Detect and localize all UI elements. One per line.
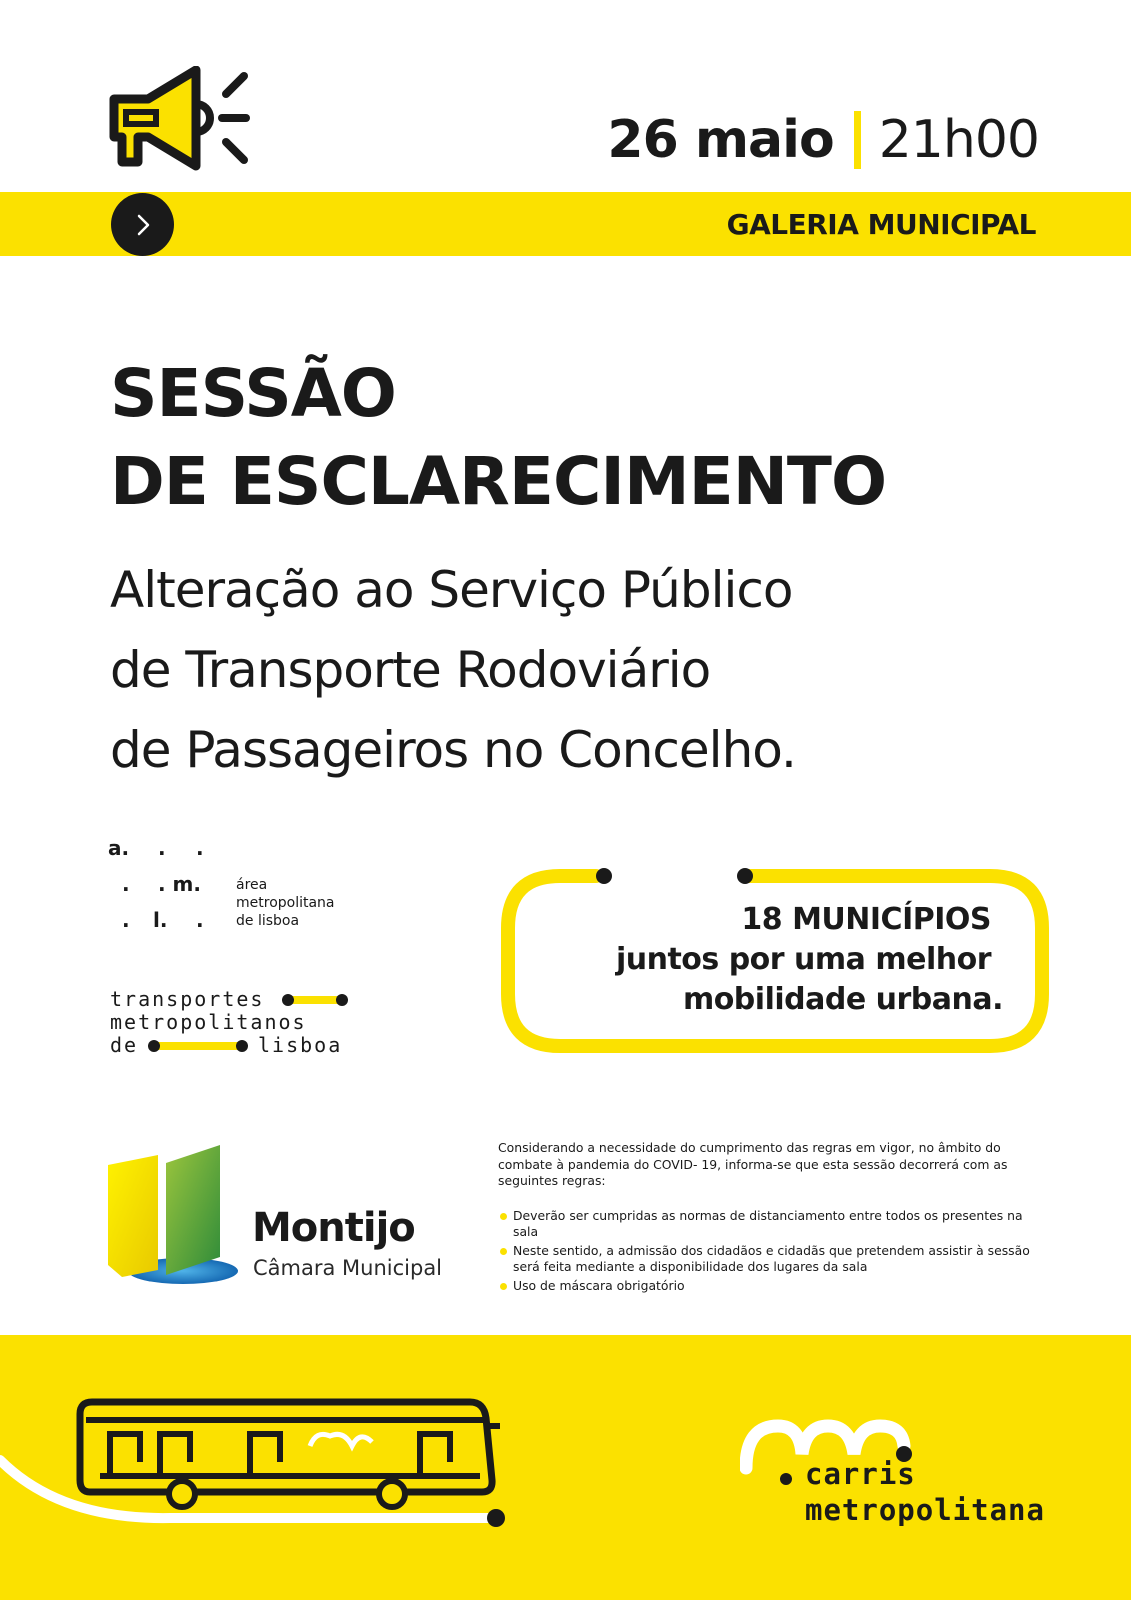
tml-decoration — [282, 994, 348, 1006]
list-item — [498, 1278, 1038, 1295]
title-line-2: DE ESCLARECIMENTO — [110, 443, 887, 520]
montijo-logo — [108, 1145, 238, 1290]
carris-subtitle: metropolitana — [805, 1493, 1045, 1527]
carris-dot — [780, 1473, 792, 1485]
aml-dot: . — [122, 872, 130, 896]
list-item — [498, 1208, 1038, 1241]
aml-logo-text — [236, 876, 335, 930]
municipios-line-2: juntos por uma melhor — [615, 942, 991, 977]
subtitle-line-3: de Passageiros no Concelho. — [110, 721, 796, 779]
montijo-name: Montijo — [252, 1205, 415, 1251]
tml-line-3 — [110, 1033, 343, 1057]
aml-dot: . — [158, 836, 166, 860]
event-venue: GALERIA MUNICIPAL — [726, 208, 1036, 241]
municipios-line-3: mobilidade urbana. — [682, 982, 1003, 1017]
aml-text-line: área — [236, 877, 268, 893]
bullet-dot — [500, 1213, 507, 1220]
tml-text: transportes — [110, 987, 265, 1011]
aml-letter-a: a. — [108, 836, 130, 860]
tml-text: lisboa — [258, 1033, 343, 1057]
title-line-1: SESSÃO — [110, 355, 396, 432]
subtitle-line-1: Alteração ao Serviço Público — [110, 561, 793, 619]
list-item — [498, 1243, 1038, 1276]
municipios-text — [615, 900, 1003, 1020]
rule-text: Uso de máscara obrigatório — [513, 1277, 685, 1293]
megaphone-icon — [108, 66, 253, 171]
carris-name: carris — [805, 1457, 916, 1491]
bus-icon — [0, 1390, 520, 1530]
aml-letter-m: . m. — [158, 872, 201, 896]
event-date: 26 maio — [607, 110, 834, 170]
event-datetime — [607, 105, 1039, 175]
tml-line-1 — [110, 988, 307, 1011]
page-title — [110, 350, 886, 526]
covid-rules — [498, 1140, 1038, 1296]
tml-decoration — [148, 1040, 248, 1052]
tml-text: de — [110, 1033, 139, 1057]
tml-logo — [110, 987, 343, 1057]
event-time: 21h00 — [878, 110, 1039, 170]
municipios-line-1: 18 MUNICÍPIOS — [741, 902, 991, 937]
rule-text: Deverão ser cumpridas as normas de distanciamento entre todos os presentes na sala — [513, 1207, 1023, 1239]
aml-letter-l: l. — [153, 908, 168, 932]
aml-dot: . — [196, 908, 204, 932]
aml-dot: . — [196, 836, 204, 860]
rule-text: Neste sentido, a admissão dos cidadãos e cidadãs que pretendem assistir à sessão será feita mediante a disponibilidade dos lugares da sala — [513, 1242, 1030, 1274]
tml-text: metropolitanos — [110, 1010, 307, 1034]
aml-dot: . — [122, 908, 130, 932]
montijo-subtitle: Câmara Municipal — [253, 1256, 443, 1280]
tml-line-2 — [110, 1011, 307, 1034]
arrow-button — [111, 193, 174, 256]
subtitle-line-2: de Transporte Rodoviário — [110, 641, 711, 699]
date-separator — [854, 111, 861, 169]
aml-text-line: de lisboa — [236, 913, 300, 929]
bullet-dot — [500, 1248, 507, 1255]
bullet-dot — [500, 1283, 507, 1290]
aml-text-line: metropolitana — [236, 895, 335, 911]
page-subtitle — [110, 550, 796, 790]
rules-intro: Considerando a necessidade do cumprimento das regras em vigor, no âmbito do combate à pandemia do COVID- 19, informa-se que esta sessão decorrerá com as seguintes regras: — [498, 1140, 1008, 1188]
chevron-right-icon — [131, 213, 155, 237]
